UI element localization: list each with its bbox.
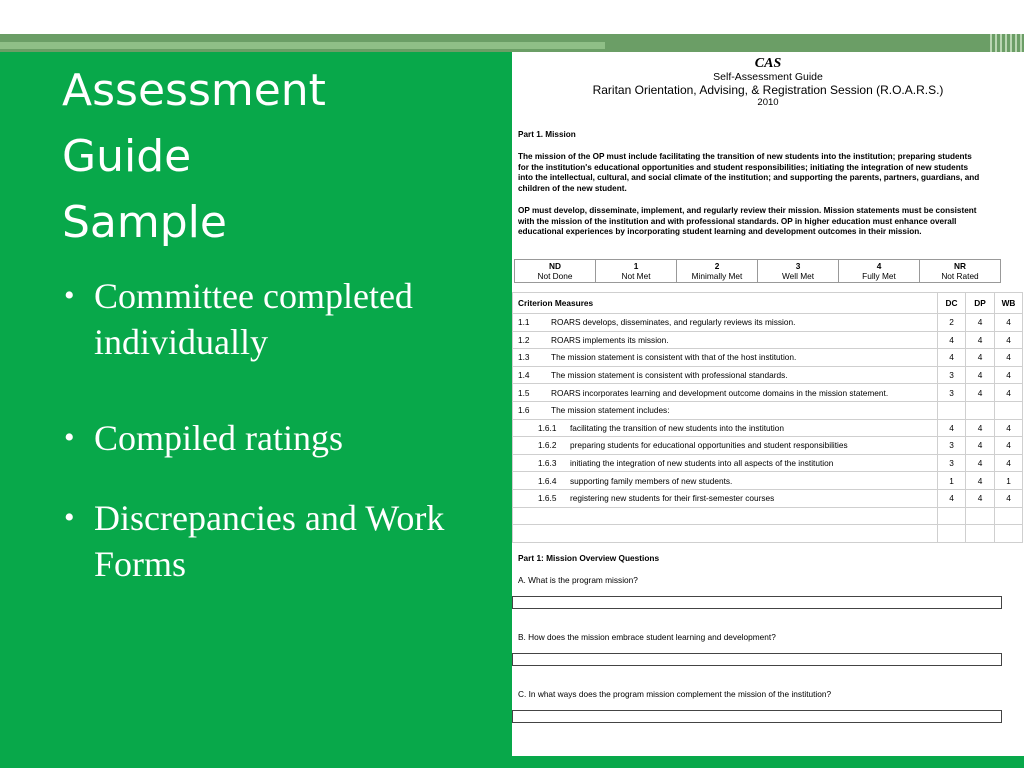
criterion-row xyxy=(513,454,1023,472)
criterion-row xyxy=(513,331,1023,349)
criterion-number: 1.5 xyxy=(518,387,530,398)
criterion-description: The mission statement is consistent with that of the host institution. xyxy=(551,352,797,363)
criterion-text xyxy=(513,314,938,332)
criterion-measures-table xyxy=(512,292,1023,543)
cas-title: CAS xyxy=(754,56,782,71)
criterion-row xyxy=(513,525,1023,543)
criterion-description: ROARS implements its mission. xyxy=(551,334,669,345)
criterion-description: registering new students for their first-semester courses xyxy=(570,493,775,504)
criterion-description: ROARS develops, disseminates, and regularly reviews its mission. xyxy=(551,317,796,328)
criterion-text xyxy=(513,331,938,349)
decorative-stripe xyxy=(0,42,605,49)
wb-rating: 4 xyxy=(995,489,1023,507)
dc-rating xyxy=(938,525,966,543)
dc-rating: 3 xyxy=(938,454,966,472)
answer-field-a[interactable] xyxy=(512,596,1002,609)
criterion-row xyxy=(513,401,1023,419)
title-line: Assessment xyxy=(62,65,326,116)
dp-rating: 4 xyxy=(966,384,995,402)
wb-rating: 4 xyxy=(995,419,1023,437)
dp-rating: 4 xyxy=(966,489,995,507)
criterion-text xyxy=(513,419,938,437)
bullet-item: • Compiled ratings xyxy=(62,415,502,461)
title-line: Sample xyxy=(62,197,227,248)
criterion-header-label: Criterion Measures xyxy=(513,293,938,314)
wb-header: WB xyxy=(995,293,1023,314)
dc-rating: 1 xyxy=(938,472,966,490)
answer-field-b[interactable] xyxy=(512,653,1002,666)
criterion-number: 1.6.2 xyxy=(538,440,557,451)
criterion-row xyxy=(513,384,1023,402)
top-white-bar xyxy=(0,0,1024,34)
criterion-description: ROARS incorporates learning and development outcome domains in the mission statement. xyxy=(551,387,889,398)
criterion-text xyxy=(513,489,938,507)
document-year: 2010 xyxy=(757,97,779,108)
criterion-number: 1.2 xyxy=(518,334,530,345)
criterion-row xyxy=(513,472,1023,490)
answer-field-c[interactable] xyxy=(512,710,1002,723)
bullet-item: • Discrepancies and Work Forms xyxy=(62,495,502,587)
bullet-item: • Committee completed individually xyxy=(62,273,502,365)
scale-cell: 3 Well Met xyxy=(758,260,839,283)
criterion-number: 1.6.3 xyxy=(538,458,557,469)
requirements-paragraph: OP must develop, disseminate, implement, and regularly review their mission. Mission statements must be consistent with the mission of the institution and with professional standards. OP in higher education must enhance overall educational experiences by incorporating student learning and development outcomes in their mission. xyxy=(518,206,977,237)
criterion-row xyxy=(513,314,1023,332)
dp-rating: 4 xyxy=(966,454,995,472)
criterion-text xyxy=(513,507,938,525)
criterion-number: 1.6 xyxy=(518,405,530,416)
mission-paragraph: The mission of the OP must include facilitating the transition of new students into the institution; preparing students for the institution's educational opportunities and student responsibilities; initiating the integration of new students into the intellectual, cultural, and social climate of the institution; and supporting the parents, partners, guardians, and children of the new student. xyxy=(518,152,980,193)
bullet-list xyxy=(62,273,502,637)
criterion-number: 1.6.1 xyxy=(538,422,557,433)
wb-rating: 4 xyxy=(995,331,1023,349)
dc-rating xyxy=(938,401,966,419)
dp-rating: 4 xyxy=(966,331,995,349)
criterion-description: supporting family members of new students. xyxy=(570,475,733,486)
slide-title xyxy=(62,58,492,256)
rating-scale-table xyxy=(514,259,1001,283)
criterion-description: facilitating the transition of new students into the institution xyxy=(570,422,785,433)
criterion-number: 1.6.5 xyxy=(538,493,557,504)
criterion-text xyxy=(513,525,938,543)
criterion-number: 1.3 xyxy=(518,352,530,363)
criterion-description: The mission statement is consistent with professional standards. xyxy=(551,370,788,381)
scale-cell: 2 Minimally Met xyxy=(677,260,758,283)
criterion-header-row xyxy=(513,293,1023,314)
criterion-row xyxy=(513,507,1023,525)
criterion-text xyxy=(513,401,938,419)
question-a: A. What is the program mission? xyxy=(518,575,638,585)
wb-rating: 4 xyxy=(995,349,1023,367)
criterion-text xyxy=(513,437,938,455)
criterion-text xyxy=(513,472,938,490)
scale-cell: ND Not Done xyxy=(515,260,596,283)
dc-rating: 4 xyxy=(938,489,966,507)
criterion-row xyxy=(513,349,1023,367)
dc-header: DC xyxy=(938,293,966,314)
program-name: Raritan Orientation, Advising, & Registration Session (R.O.A.R.S.) xyxy=(592,83,944,97)
dp-rating xyxy=(966,401,995,419)
dc-rating: 4 xyxy=(938,419,966,437)
wb-rating: 4 xyxy=(995,366,1023,384)
decorative-ticks xyxy=(990,34,1024,52)
scale-cell: 4 Fully Met xyxy=(839,260,920,283)
dp-header: DP xyxy=(966,293,995,314)
criterion-number: 1.4 xyxy=(518,370,530,381)
dc-rating: 4 xyxy=(938,331,966,349)
dc-rating: 3 xyxy=(938,366,966,384)
overview-heading: Part 1: Mission Overview Questions xyxy=(518,553,660,563)
criterion-text xyxy=(513,366,938,384)
part-heading: Part 1. Mission xyxy=(518,130,576,139)
criterion-description: preparing students for educational opportunities and student responsibilities xyxy=(570,440,848,451)
dp-rating xyxy=(966,507,995,525)
criterion-number: 1.1 xyxy=(518,317,530,328)
wb-rating: 4 xyxy=(995,437,1023,455)
dp-rating xyxy=(966,525,995,543)
wb-rating xyxy=(995,507,1023,525)
criterion-row xyxy=(513,366,1023,384)
criterion-number: 1.6.4 xyxy=(538,475,557,486)
dc-rating: 3 xyxy=(938,384,966,402)
dc-rating: 2 xyxy=(938,314,966,332)
document-header xyxy=(512,56,1024,108)
self-assessment-document xyxy=(512,52,1024,756)
scale-cell: 1 Not Met xyxy=(596,260,677,283)
wb-rating: 1 xyxy=(995,472,1023,490)
dc-rating xyxy=(938,507,966,525)
dp-rating: 4 xyxy=(966,366,995,384)
criterion-row xyxy=(513,419,1023,437)
dc-rating: 3 xyxy=(938,437,966,455)
title-line: Guide xyxy=(62,131,192,182)
criterion-row xyxy=(513,489,1023,507)
dp-rating: 4 xyxy=(966,437,995,455)
criterion-text xyxy=(513,349,938,367)
wb-rating: 4 xyxy=(995,454,1023,472)
dp-rating: 4 xyxy=(966,419,995,437)
decorative-band xyxy=(0,34,1024,52)
dp-rating: 4 xyxy=(966,314,995,332)
wb-rating: 4 xyxy=(995,384,1023,402)
dc-rating: 4 xyxy=(938,349,966,367)
dp-rating: 4 xyxy=(966,472,995,490)
criterion-text xyxy=(513,384,938,402)
dp-rating: 4 xyxy=(966,349,995,367)
wb-rating xyxy=(995,401,1023,419)
scale-cell: NR Not Rated xyxy=(920,260,1001,283)
criterion-description: The mission statement includes: xyxy=(551,405,670,416)
question-b: B. How does the mission embrace student learning and development? xyxy=(518,632,776,642)
guide-subtitle: Self-Assessment Guide xyxy=(713,71,823,83)
criterion-description: initiating the integration of new students into all aspects of the institution xyxy=(570,458,834,469)
criterion-text xyxy=(513,454,938,472)
question-c: C. In what ways does the program mission complement the mission of the institution? xyxy=(518,689,832,699)
wb-rating: 4 xyxy=(995,314,1023,332)
criterion-row xyxy=(513,437,1023,455)
wb-rating xyxy=(995,525,1023,543)
